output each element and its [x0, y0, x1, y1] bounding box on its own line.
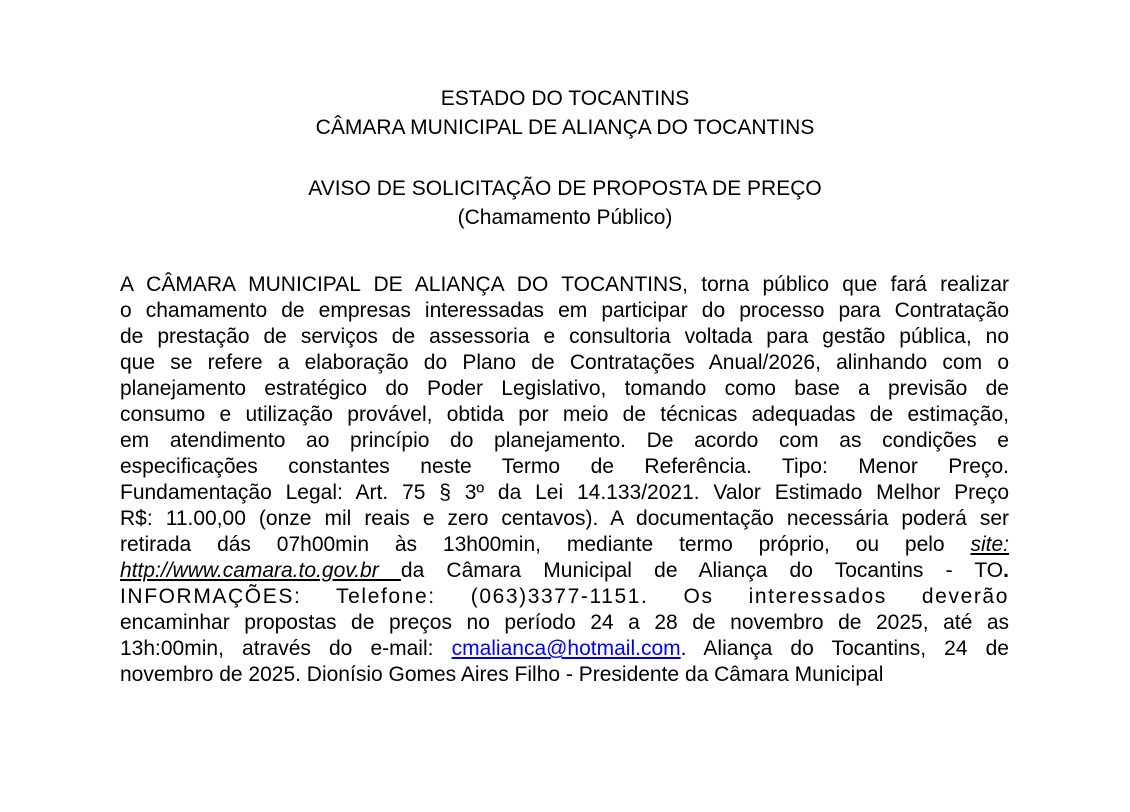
body-line-signature: novembro de 2025. Dionísio Gomes Aires Filho - Presidente da Câmara Municipal: [120, 663, 884, 686]
body-line: A CÂMARA MUNICIPAL DE ALIANÇA DO TOCANTINS, torna público que fará realizar: [120, 273, 1009, 296]
body-line: consumo e utilização provável, obtida por meio de técnicas adequadas de estimação,: [120, 403, 1009, 426]
notice-subtitle: (Chamamento Público): [457, 206, 673, 229]
body-line: R$: 11.00,00 (onze mil reais e zero centavos). A documentação necessária poderá ser: [120, 507, 1009, 530]
notice-body: [120, 272, 1009, 688]
body-line: especificações constantes neste Termo de Referência. Tipo: Menor Preço.: [120, 455, 1009, 478]
body-line-pickup: [120, 532, 1009, 558]
body-line-period: encaminhar propostas de preços no período 24 a 28 de novembro de 2025, até as: [120, 611, 1009, 634]
body-line: em atendimento ao princípio do planejamento. De acordo com as condições e: [120, 429, 1009, 452]
email-suffix: . Aliança do Tocantins, 24 de: [680, 637, 1009, 660]
sentence-end: .: [1003, 559, 1009, 582]
body-line-website: [120, 558, 1009, 584]
email-link[interactable]: cmalianca@hotmail.com: [451, 637, 681, 660]
site-label: site:: [970, 533, 1010, 556]
body-line: o chamamento de empresas interessadas em participar do processo para Contratação: [120, 299, 1009, 322]
email-prefix: 13h:00min, através do e-mail:: [120, 637, 452, 660]
notice-heading: [0, 174, 1130, 232]
notice-title: AVISO DE SOLICITAÇÃO DE PROPOSTA DE PREÇO: [308, 177, 822, 200]
website-line-text: da Câmara Municipal de Aliança do Tocantins - TO: [400, 559, 1004, 582]
body-line-phone: INFORMAÇÕES: Telefone: (063)3377-1151. Os interessados deverão: [120, 585, 1009, 608]
pickup-text: retirada dás 07h00min às 13h00min, mediante termo próprio, ou pelo: [120, 533, 945, 556]
body-line-email: [120, 636, 1009, 662]
body-line: planejamento estratégico do Poder Legislativo, tomando como base a previsão de: [120, 377, 1009, 400]
body-line: Fundamentação Legal: Art. 75 § 3º da Lei 14.133/2021. Valor Estimado Melhor Preço: [120, 481, 1009, 504]
website-link[interactable]: http://www.camara.to.gov.br: [120, 559, 401, 582]
body-line: de prestação de serviços de assessoria e consultoria voltada para gestão pública, no: [120, 325, 1009, 348]
document-header: [0, 84, 1130, 142]
state-name: ESTADO DO TOCANTINS: [440, 87, 690, 110]
institution-name: CÂMARA MUNICIPAL DE ALIANÇA DO TOCANTINS: [315, 116, 815, 139]
body-line: que se refere a elaboração do Plano de Contratações Anual/2026, alinhando com o: [120, 351, 1009, 374]
